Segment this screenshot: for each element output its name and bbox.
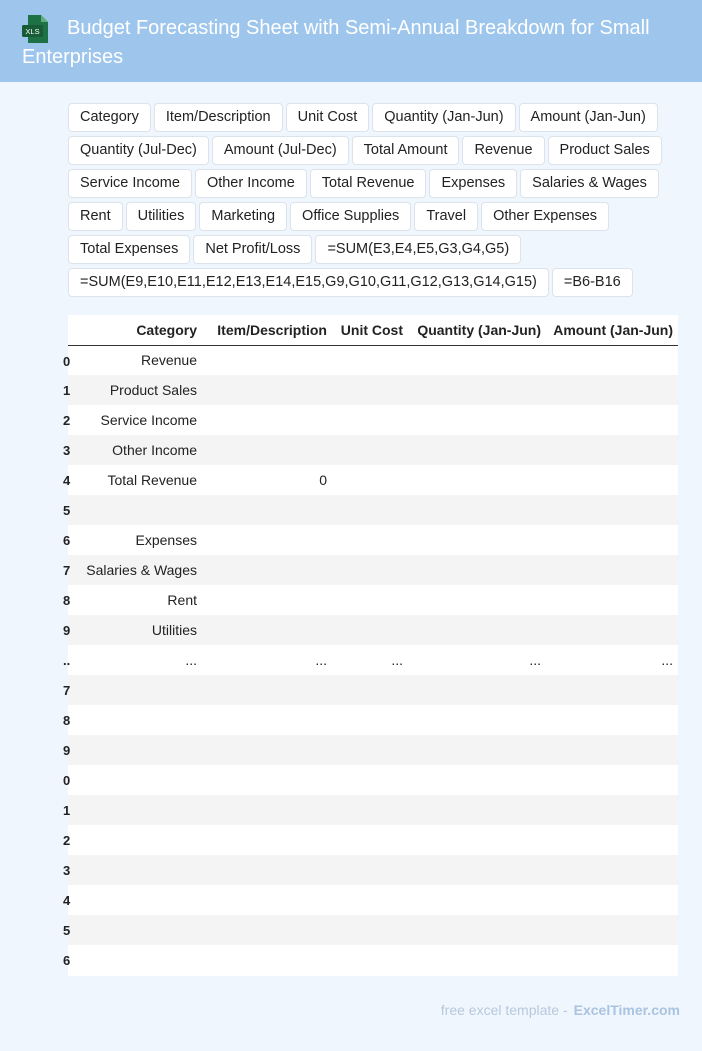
table-cell — [546, 465, 678, 495]
table-cell — [202, 345, 332, 375]
table-row — [68, 345, 678, 375]
table-cell — [546, 855, 678, 885]
table-cell — [332, 555, 408, 585]
row-number-cell — [63, 405, 80, 435]
row-number: 5 — [63, 503, 71, 518]
row-number-cell — [63, 465, 80, 495]
row-number-cell — [63, 705, 80, 735]
table-cell — [408, 735, 546, 765]
row-number-cell — [63, 555, 80, 585]
table-cell — [546, 825, 678, 855]
table-cell — [80, 705, 202, 735]
table-row — [68, 945, 678, 975]
row-number-cell — [63, 945, 80, 975]
row-number-cell — [63, 735, 80, 765]
table-cell — [332, 765, 408, 795]
table-cell — [332, 705, 408, 735]
table-row — [68, 525, 678, 555]
table-cell — [332, 855, 408, 885]
keyword-tag[interactable]: Unit Cost — [286, 103, 370, 132]
table-cell — [202, 915, 332, 945]
table-row — [68, 465, 678, 495]
table-cell — [408, 405, 546, 435]
table-cell — [202, 495, 332, 525]
table-cell: ... — [202, 645, 332, 675]
row-number: 1 — [63, 383, 71, 398]
keyword-tag[interactable]: =B6-B16 — [552, 268, 633, 297]
row-number: 6 — [63, 533, 71, 548]
keyword-tag[interactable]: Total Revenue — [310, 169, 427, 198]
table-cell — [408, 855, 546, 885]
xls-icon-label: XLS — [25, 27, 40, 37]
table-cell — [332, 945, 408, 975]
column-header: Amount (Jan-Jun) — [546, 315, 678, 345]
keyword-tag-list — [68, 103, 678, 297]
table-cell — [408, 825, 546, 855]
keyword-tag[interactable]: Total Amount — [352, 136, 460, 165]
table-cell — [332, 495, 408, 525]
row-number: 3 — [63, 443, 71, 458]
row-number-cell — [63, 435, 80, 465]
row-number-cell — [63, 615, 80, 645]
table-cell — [332, 525, 408, 555]
table-row — [68, 735, 678, 765]
keyword-tag[interactable]: Other Income — [195, 169, 307, 198]
table-cell — [408, 915, 546, 945]
table-cell — [332, 375, 408, 405]
table-cell — [546, 585, 678, 615]
table-cell — [546, 555, 678, 585]
table-row — [68, 585, 678, 615]
row-number-cell — [63, 765, 80, 795]
table-row — [68, 795, 678, 825]
table-row — [68, 435, 678, 465]
header-bar — [0, 0, 702, 82]
table-cell: ... — [332, 645, 408, 675]
row-number: 8 — [63, 713, 71, 728]
table-row — [68, 885, 678, 915]
table-cell — [408, 885, 546, 915]
table-cell — [202, 885, 332, 915]
table-cell — [546, 885, 678, 915]
table-cell — [332, 885, 408, 915]
table-cell — [80, 765, 202, 795]
row-number-cell — [63, 495, 80, 525]
table-cell — [202, 555, 332, 585]
keyword-tag[interactable]: Amount (Jan-Jun) — [519, 103, 658, 132]
row-number-cell — [63, 855, 80, 885]
keyword-tag[interactable]: Quantity (Jul-Dec) — [68, 136, 209, 165]
table-cell — [546, 495, 678, 525]
table-cell — [408, 945, 546, 975]
table-cell — [332, 435, 408, 465]
row-number: 4 — [63, 473, 71, 488]
table-cell — [546, 795, 678, 825]
keyword-tag[interactable]: Utilities — [126, 202, 197, 231]
table-cell — [202, 435, 332, 465]
table-cell: Revenue — [80, 345, 202, 375]
column-header: Quantity (Jan-Jun) — [408, 315, 546, 345]
table-row — [68, 855, 678, 885]
row-number: 0 — [63, 353, 71, 369]
table-row — [68, 705, 678, 735]
table-cell — [202, 735, 332, 765]
table-cell: Service Income — [80, 405, 202, 435]
row-number: 2 — [63, 413, 71, 428]
column-header: Item/Description — [202, 315, 332, 345]
table-cell — [408, 465, 546, 495]
table-cell — [546, 915, 678, 945]
table-cell — [546, 405, 678, 435]
row-number-cell — [63, 645, 80, 675]
page-title: Budget Forecasting Sheet with Semi-Annual Breakdown for Small Enterprises — [22, 17, 650, 68]
row-number: 3 — [63, 863, 71, 878]
footer-text: free excel template - — [440, 1002, 568, 1018]
table-cell — [80, 945, 202, 975]
keyword-tag[interactable]: Expenses — [429, 169, 517, 198]
table-cell — [202, 855, 332, 885]
table-cell — [546, 615, 678, 645]
table-row — [68, 915, 678, 945]
row-number: 9 — [63, 623, 71, 638]
table-cell — [408, 765, 546, 795]
table-cell: Salaries & Wages — [80, 555, 202, 585]
table-cell: Rent — [80, 585, 202, 615]
table-cell — [80, 735, 202, 765]
table-cell: ... — [80, 645, 202, 675]
table-cell — [332, 585, 408, 615]
table-row — [68, 765, 678, 795]
table-cell — [80, 675, 202, 705]
table-cell — [546, 435, 678, 465]
row-number: 5 — [63, 923, 71, 938]
table-cell — [408, 495, 546, 525]
table-cell — [546, 765, 678, 795]
table-cell — [408, 555, 546, 585]
row-number-cell — [63, 525, 80, 555]
row-number-cell — [63, 885, 80, 915]
table-cell — [546, 705, 678, 735]
table-cell — [408, 375, 546, 405]
footer-brand-link[interactable]: ExcelTimer.com — [573, 1002, 680, 1018]
table-cell — [332, 345, 408, 375]
keyword-tag[interactable]: Travel — [414, 202, 478, 231]
keyword-tag[interactable]: Revenue — [462, 136, 544, 165]
table-cell — [332, 615, 408, 645]
table-cell — [408, 435, 546, 465]
table-cell — [408, 345, 546, 375]
keyword-tag[interactable]: Rent — [68, 202, 123, 231]
table-cell — [202, 945, 332, 975]
row-number: .. — [63, 653, 71, 668]
row-number: 7 — [63, 563, 71, 578]
table-cell — [202, 585, 332, 615]
table-cell: Other Income — [80, 435, 202, 465]
table-cell — [546, 375, 678, 405]
data-table — [63, 315, 678, 975]
table-cell — [202, 795, 332, 825]
table-cell — [408, 705, 546, 735]
row-number: 4 — [63, 893, 71, 908]
table-cell — [80, 495, 202, 525]
keyword-tag[interactable]: Product Sales — [548, 136, 662, 165]
table-cell — [202, 765, 332, 795]
row-number-cell — [63, 795, 80, 825]
row-number: 7 — [63, 683, 71, 698]
table-cell — [202, 525, 332, 555]
table-cell — [546, 675, 678, 705]
table-cell: Utilities — [80, 615, 202, 645]
table-cell — [546, 525, 678, 555]
table-row — [68, 405, 678, 435]
column-header: Category — [80, 315, 202, 345]
table-cell: ... — [408, 645, 546, 675]
table-cell — [80, 915, 202, 945]
table-cell — [202, 615, 332, 645]
row-number: 9 — [63, 743, 71, 758]
row-number-cell — [63, 375, 80, 405]
row-number-cell — [63, 345, 80, 375]
table-cell — [546, 945, 678, 975]
keyword-tag[interactable]: Item/Description — [154, 103, 283, 132]
table-cell — [202, 675, 332, 705]
keyword-tag[interactable]: Marketing — [199, 202, 287, 231]
keyword-tag[interactable]: Total Expenses — [68, 235, 190, 264]
table-row — [68, 375, 678, 405]
table-cell — [332, 825, 408, 855]
table-cell — [202, 375, 332, 405]
footer — [441, 1002, 680, 1018]
row-number-cell — [63, 915, 80, 945]
row-number: 6 — [63, 953, 71, 968]
table-cell: 0 — [202, 465, 332, 495]
table-cell — [332, 465, 408, 495]
table-header-row — [68, 315, 678, 345]
keyword-tag[interactable]: Other Expenses — [481, 202, 609, 231]
table-cell — [408, 585, 546, 615]
table-row — [68, 555, 678, 585]
keyword-tag[interactable]: Quantity (Jan-Jun) — [372, 103, 515, 132]
row-number-cell — [63, 585, 80, 615]
keyword-tag[interactable]: =SUM(E3,E4,E5,G3,G4,G5) — [315, 235, 521, 264]
spreadsheet-preview — [63, 315, 678, 976]
table-cell — [332, 675, 408, 705]
keyword-tag[interactable]: Category — [68, 103, 151, 132]
table-cell — [80, 855, 202, 885]
table-cell — [332, 405, 408, 435]
table-cell — [332, 735, 408, 765]
table-cell — [408, 675, 546, 705]
row-number: 0 — [63, 773, 71, 788]
table-row — [68, 615, 678, 645]
table-cell — [80, 885, 202, 915]
row-number: 8 — [63, 593, 71, 608]
table-cell: Expenses — [80, 525, 202, 555]
keyword-tag[interactable]: =SUM(E9,E10,E11,E12,E13,E14,E15,G9,G10,G11,G12,G13,G14,G15) — [68, 268, 549, 297]
table-cell — [546, 345, 678, 375]
table-cell — [408, 615, 546, 645]
table-cell — [202, 825, 332, 855]
column-header: Unit Cost — [332, 315, 408, 345]
table-body — [63, 345, 678, 975]
keyword-tag[interactable]: Amount (Jul-Dec) — [212, 136, 349, 165]
table-row — [68, 495, 678, 525]
table-cell — [202, 405, 332, 435]
table-cell — [408, 525, 546, 555]
table-row — [68, 675, 678, 705]
keyword-tag[interactable]: Salaries & Wages — [520, 169, 659, 198]
row-number-header — [68, 315, 80, 345]
table-cell — [408, 795, 546, 825]
table-cell — [80, 825, 202, 855]
table-cell: Total Revenue — [80, 465, 202, 495]
xls-file-icon — [21, 14, 51, 44]
table-cell: Product Sales — [80, 375, 202, 405]
table-cell — [332, 915, 408, 945]
table-row — [68, 825, 678, 855]
table-cell: ... — [546, 645, 678, 675]
table-cell — [332, 795, 408, 825]
keyword-tag[interactable]: Service Income — [68, 169, 192, 198]
keyword-tag[interactable]: Office Supplies — [290, 202, 411, 231]
keyword-tag[interactable]: Net Profit/Loss — [193, 235, 312, 264]
row-number: 1 — [63, 803, 71, 818]
table-row — [68, 645, 678, 675]
table-cell — [80, 795, 202, 825]
row-number-cell — [63, 675, 80, 705]
table-cell — [202, 705, 332, 735]
row-number: 2 — [63, 833, 71, 848]
row-number-cell — [63, 825, 80, 855]
table-cell — [546, 735, 678, 765]
